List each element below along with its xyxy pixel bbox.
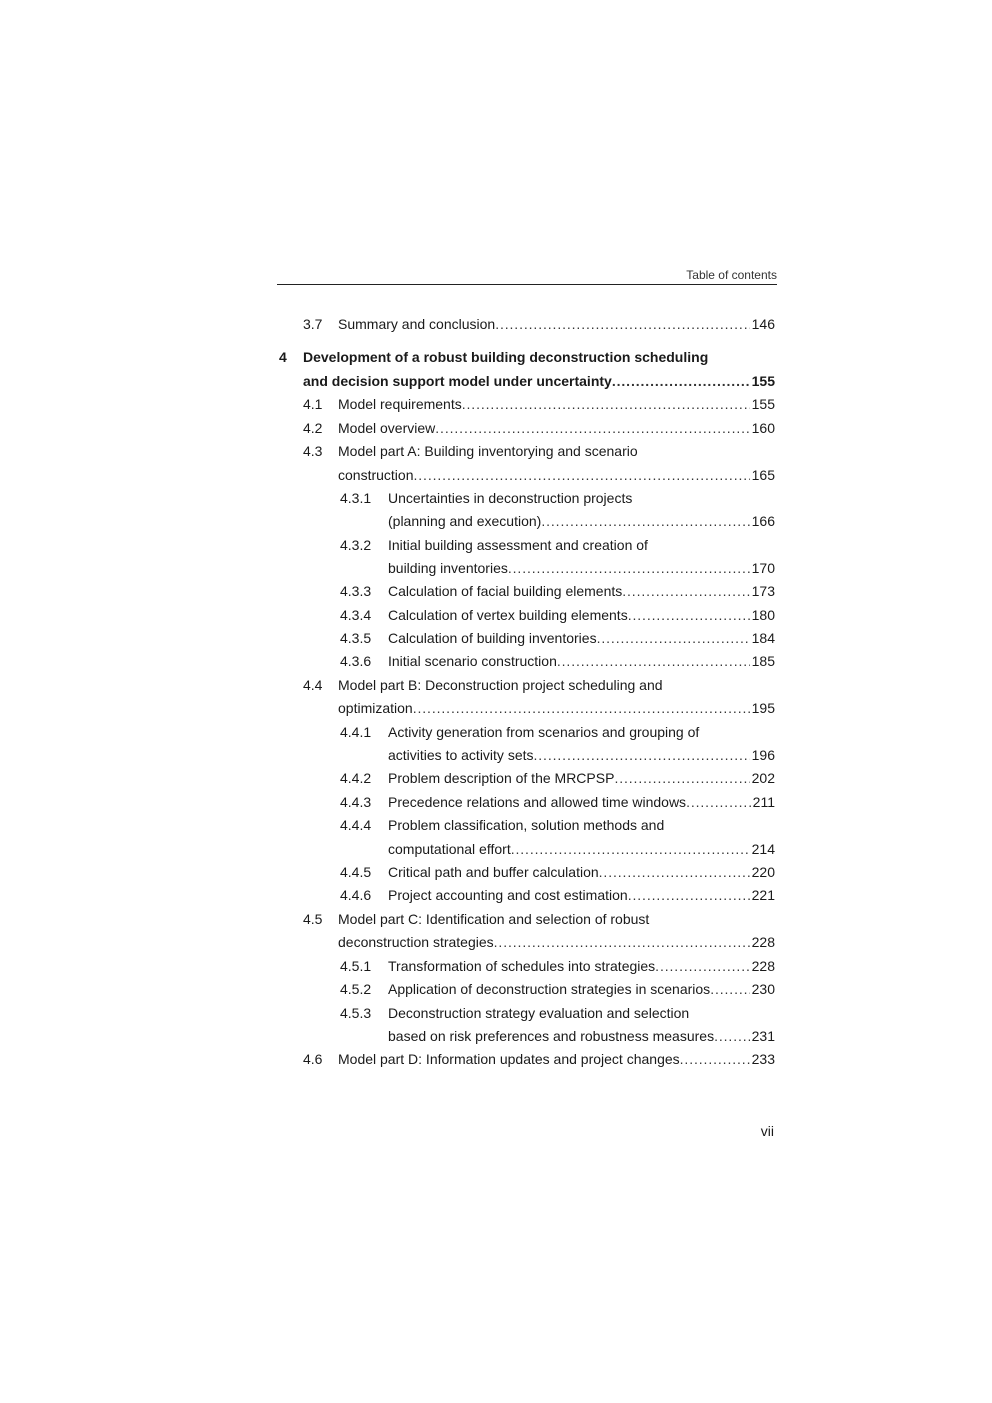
section-number: 4.5: [303, 911, 323, 927]
subsection-title: Problem description of the MRCPSP: [388, 770, 615, 786]
toc-entry-4-3-2-cont[interactable]: [0, 559, 992, 577]
subsection-title: Precedence relations and allowed time windows: [388, 794, 687, 810]
section-title-line2: construction: [338, 467, 414, 483]
subsection-title-line2: activities to activity sets: [388, 747, 534, 763]
toc-entry-4-4-2[interactable]: [0, 769, 992, 787]
page-number: 195: [751, 700, 775, 716]
leader-line: [303, 372, 775, 390]
subsection-title-line1: Problem classification, solution methods and: [388, 817, 665, 833]
leader-line: [338, 315, 775, 333]
toc-entry-4-3-5[interactable]: [0, 629, 992, 647]
section-title: Model requirements: [338, 396, 462, 412]
toc-entry-4-5-1[interactable]: [0, 957, 992, 975]
leader-line: [338, 395, 775, 413]
chapter-title-line2: and decision support model under uncertainty: [303, 373, 612, 389]
page-number: 228: [751, 958, 775, 974]
leader-line: [388, 769, 775, 787]
toc-entry-4-4-4[interactable]: [0, 816, 992, 834]
leader-line: [338, 419, 775, 437]
subsection-number: 4.3.2: [340, 537, 372, 553]
subsection-title-line2: computational effort: [388, 841, 511, 857]
toc-chapter-4-cont[interactable]: [0, 372, 992, 390]
chapter-title-line1: Development of a robust building deconstruction scheduling: [303, 349, 709, 365]
toc-entry-4-3[interactable]: [0, 442, 992, 460]
page-number: 180: [751, 607, 775, 623]
subsection-title-line1: Uncertainties in deconstruction projects: [388, 490, 633, 506]
page-number: 231: [751, 1028, 775, 1044]
page-number: 185: [751, 653, 775, 669]
leader-line: [388, 863, 775, 881]
subsection-number: 4.3.1: [340, 490, 372, 506]
toc-entry-4-3-6[interactable]: [0, 652, 992, 670]
page-number: 220: [751, 864, 775, 880]
subsection-title: Calculation of facial building elements: [388, 583, 623, 599]
leader-line: [338, 699, 775, 717]
subsection-number: 4.3.5: [340, 630, 372, 646]
page-number: 146: [751, 316, 775, 332]
section-title-line1: Model part A: Building inventorying and scenario: [338, 443, 638, 459]
subsection-number: 4.4.6: [340, 887, 372, 903]
leader-line: [388, 980, 775, 998]
footer-page-number: vii: [760, 1123, 774, 1139]
page-number: 228: [751, 934, 775, 950]
running-title: Table of contents: [686, 268, 777, 282]
page-number: 202: [751, 770, 775, 786]
toc-entry-4-5-cont[interactable]: [0, 933, 992, 951]
leader-line: [388, 886, 775, 904]
toc-entry-4-3-3[interactable]: [0, 582, 992, 600]
section-number: 4.2: [303, 420, 323, 436]
toc-entry-4-4-1-cont[interactable]: [0, 746, 992, 764]
section-title: Model overview: [338, 420, 436, 436]
toc-entry-4-3-cont[interactable]: [0, 466, 992, 484]
subsection-title-line2: based on risk preferences and robustness measures: [388, 1028, 715, 1044]
page-number: 155: [751, 396, 775, 412]
leader-line: [388, 1027, 775, 1045]
toc-chapter-4[interactable]: [0, 348, 992, 366]
subsection-number: 4.4.5: [340, 864, 372, 880]
subsection-title: Calculation of building inventories: [388, 630, 597, 646]
section-title: Summary and conclusion: [338, 316, 496, 332]
subsection-number: 4.4.4: [340, 817, 372, 833]
page-footer: [720, 1122, 774, 1140]
toc-entry-4-4-4-cont[interactable]: [0, 840, 992, 858]
toc-entry-4-3-1[interactable]: [0, 489, 992, 507]
chapter-number: 4: [279, 349, 287, 365]
subsection-title-line2: building inventories: [388, 560, 508, 576]
leader-line: [388, 582, 775, 600]
subsection-number: 4.3.3: [340, 583, 372, 599]
subsection-number: 4.5.1: [340, 958, 372, 974]
toc-entry-4-4-1[interactable]: [0, 723, 992, 741]
subsection-title: Transformation of schedules into strategies: [388, 958, 656, 974]
subsection-number: 4.5.3: [340, 1005, 372, 1021]
toc-entry-4-5-2[interactable]: [0, 980, 992, 998]
page-number: 211: [752, 794, 775, 810]
section-number: 4.3: [303, 443, 323, 459]
section-title-line2: deconstruction strategies: [338, 934, 494, 950]
toc-entry-4-5-3[interactable]: [0, 1004, 992, 1022]
leader-line: [338, 1050, 775, 1068]
toc-entry-4-3-4[interactable]: [0, 606, 992, 624]
toc-entry-4-6[interactable]: [0, 1050, 992, 1068]
page-number: 221: [751, 887, 775, 903]
toc-entry-4-5-3-cont[interactable]: [0, 1027, 992, 1045]
toc-entry-4-3-1-cont[interactable]: [0, 512, 992, 530]
leader-line: [388, 840, 775, 858]
leader-line: [388, 606, 775, 624]
subsection-number: 4.3.6: [340, 653, 372, 669]
subsection-title-line2: (planning and execution): [388, 513, 542, 529]
subsection-number: 4.4.1: [340, 724, 372, 740]
page-number: 184: [751, 630, 775, 646]
section-number: 4.4: [303, 677, 323, 693]
leader-line: [388, 793, 775, 811]
toc-entry-4-4-6[interactable]: [0, 886, 992, 904]
toc-entry-4-4-5[interactable]: [0, 863, 992, 881]
subsection-title-line1: Initial building assessment and creation of: [388, 537, 648, 553]
subsection-number: 4.3.4: [340, 607, 372, 623]
leader-line: [388, 957, 775, 975]
leader-line: [388, 559, 775, 577]
subsection-number: 4.5.2: [340, 981, 372, 997]
leader-line: [338, 466, 775, 484]
section-number: 4.1: [303, 396, 323, 412]
leader-line: [388, 652, 775, 670]
page-number: 196: [751, 747, 775, 763]
toc-entry-4-4[interactable]: [0, 676, 992, 694]
toc-entry-4-4-3[interactable]: [0, 793, 992, 811]
page-number: 214: [751, 841, 775, 857]
subsection-title-line1: Deconstruction strategy evaluation and selection: [388, 1005, 690, 1021]
leader-line: [338, 933, 775, 951]
toc-entry-4-4-cont[interactable]: [0, 699, 992, 717]
subsection-title: Application of deconstruction strategies in scenarios: [388, 981, 711, 997]
toc-entry-4-5[interactable]: [0, 910, 992, 928]
subsection-title-line1: Activity generation from scenarios and grouping of: [388, 724, 700, 740]
page-number: 233: [751, 1051, 775, 1067]
subsection-title: Project accounting and cost estimation: [388, 887, 628, 903]
page-number: 166: [751, 513, 775, 529]
section-title-line1: Model part B: Deconstruction project scheduling and: [338, 677, 663, 693]
page-number: 160: [751, 420, 775, 436]
toc-entry-4-3-2[interactable]: [0, 536, 992, 554]
toc-entry-3-7[interactable]: [0, 315, 992, 333]
subsection-number: 4.4.3: [340, 794, 372, 810]
section-title-line1: Model part C: Identification and selection of robust: [338, 911, 650, 927]
section-title-line2: optimization: [338, 700, 413, 716]
subsection-number: 4.4.2: [340, 770, 372, 786]
page-number: 170: [751, 560, 775, 576]
page-number: 155: [751, 373, 775, 389]
section-number: 3.7: [303, 316, 323, 332]
section-number: 4.6: [303, 1051, 323, 1067]
leader-line: [388, 746, 775, 764]
subsection-title: Initial scenario construction: [388, 653, 557, 669]
toc-entry-4-1[interactable]: [0, 395, 992, 413]
subsection-title: Critical path and buffer calculation: [388, 864, 599, 880]
leader-line: [388, 629, 775, 647]
page-number: 230: [751, 981, 775, 997]
leader-line: [388, 512, 775, 530]
page-number: 173: [751, 583, 775, 599]
page-number: 165: [751, 467, 775, 483]
subsection-title: Calculation of vertex building elements: [388, 607, 628, 623]
toc-entry-4-2[interactable]: [0, 419, 992, 437]
section-title: Model part D: Information updates and project changes: [338, 1051, 680, 1067]
